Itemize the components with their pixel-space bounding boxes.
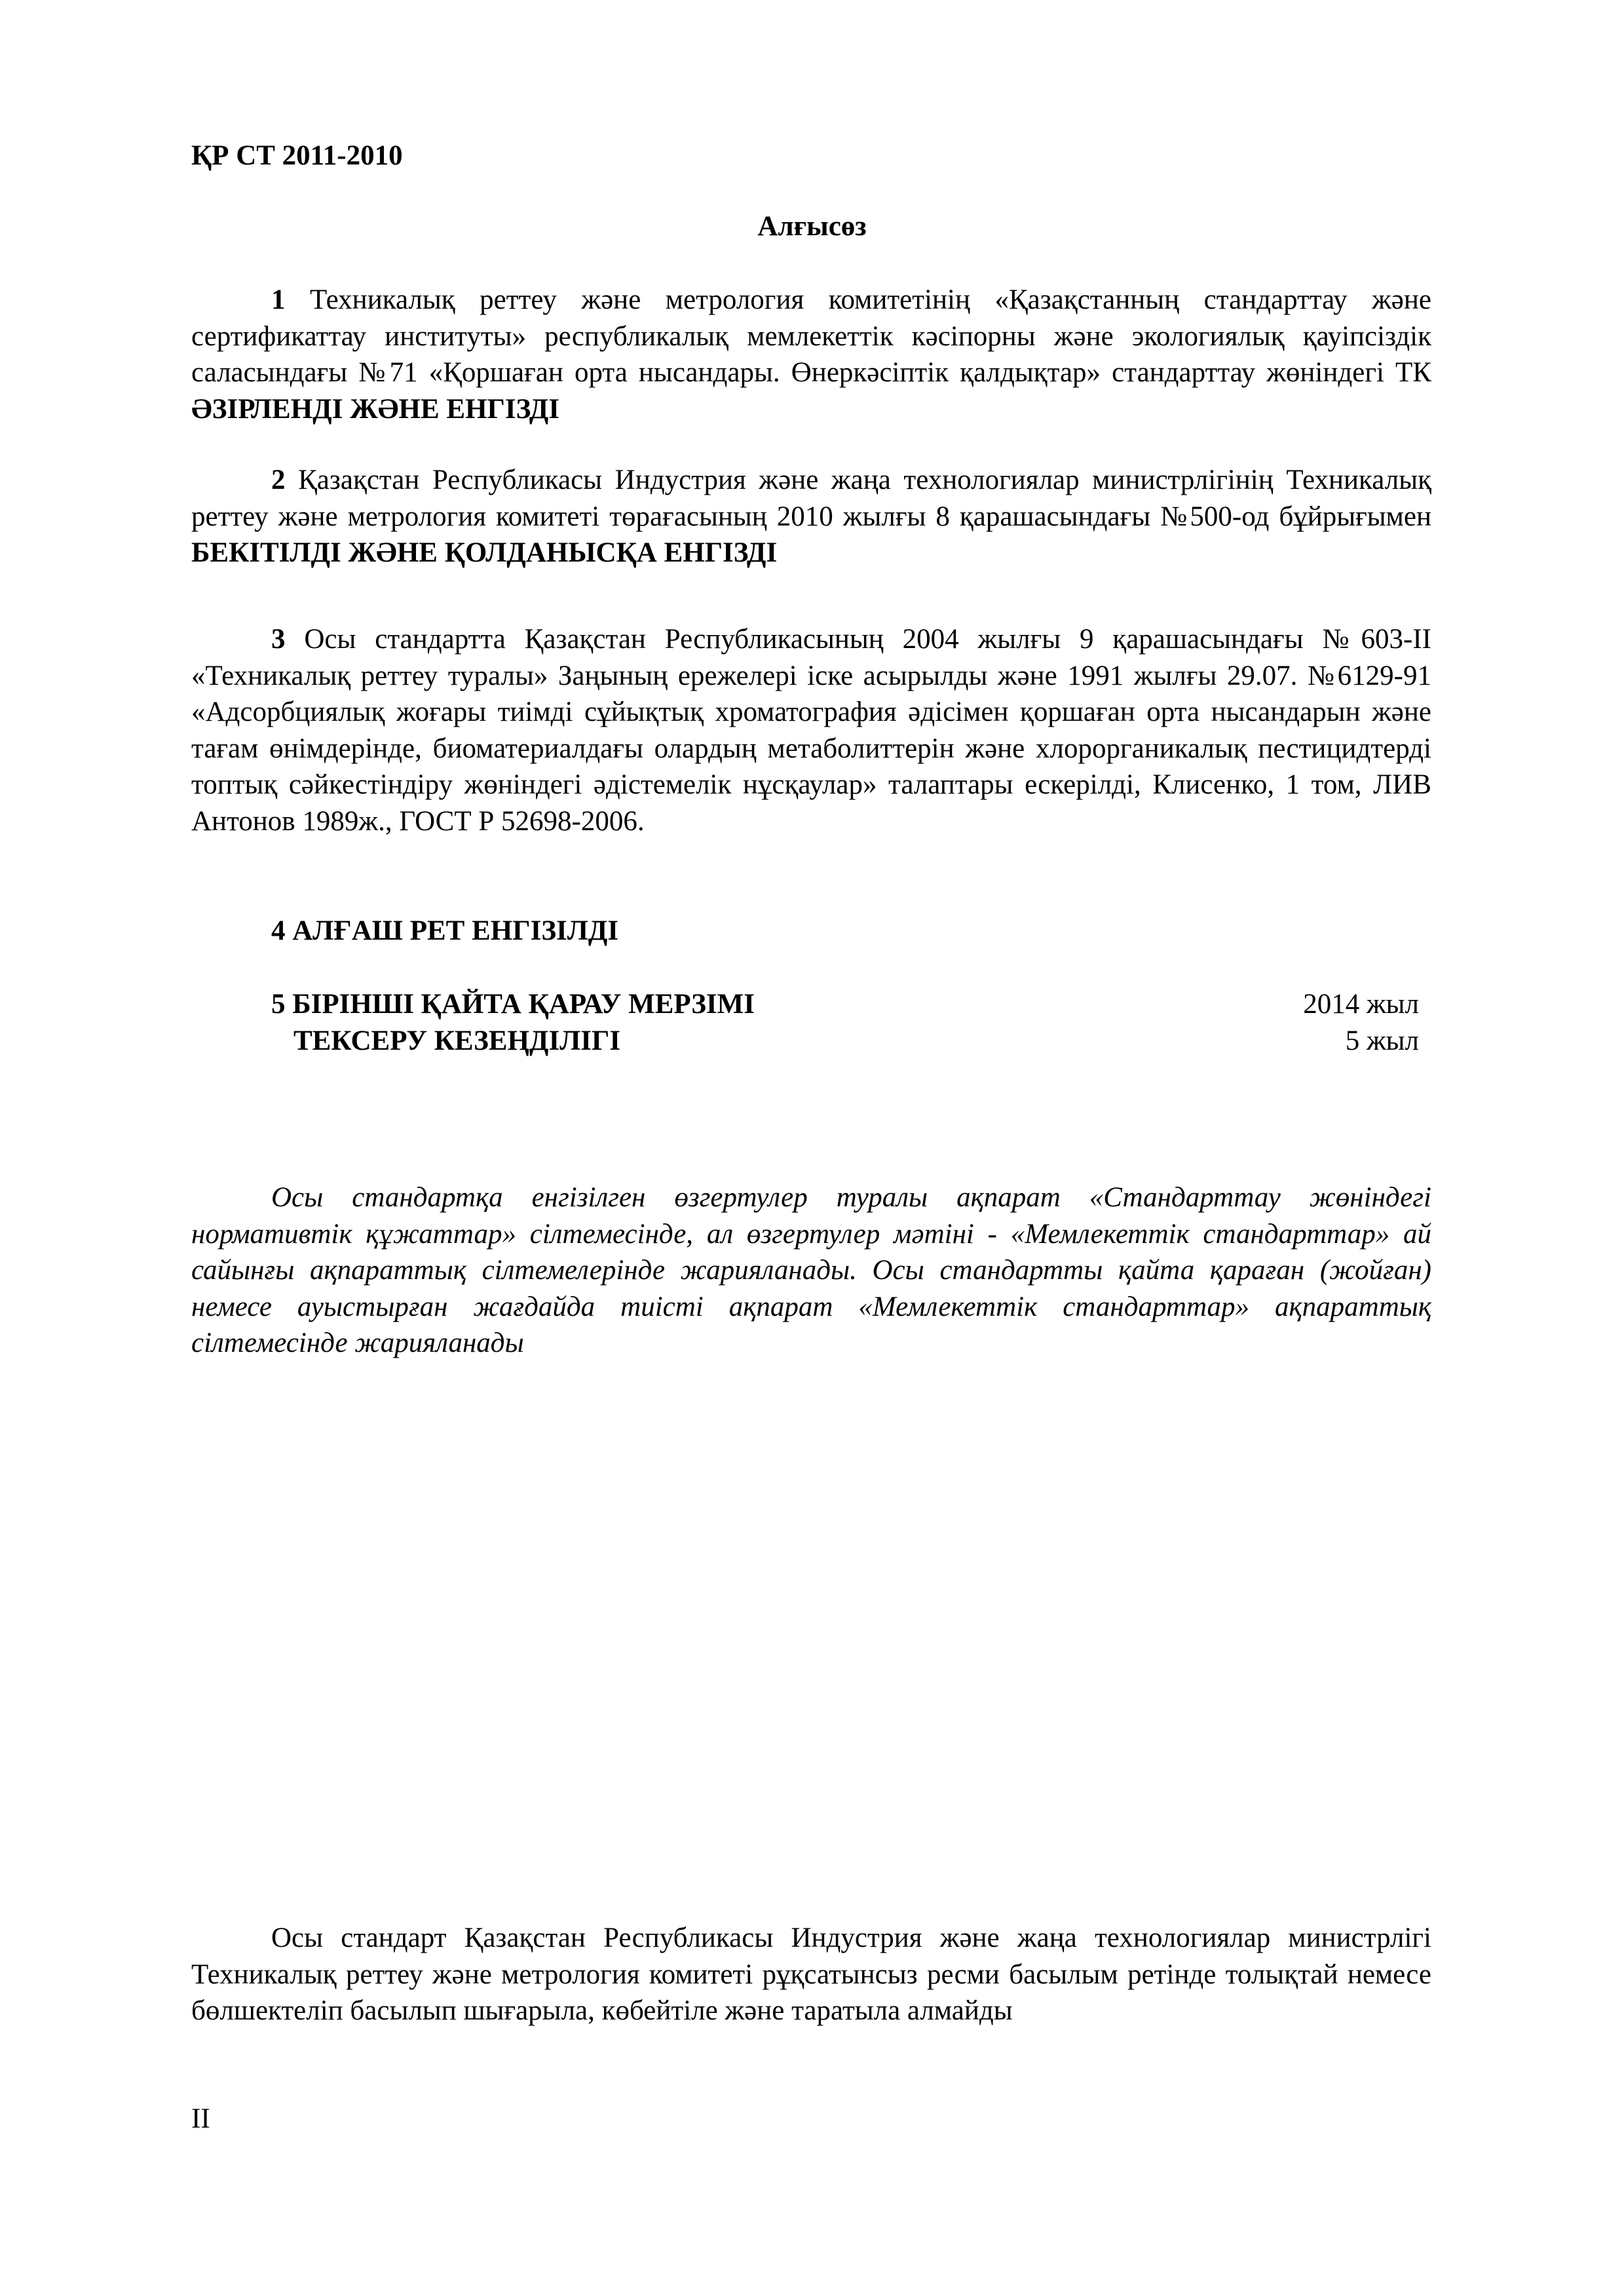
- review-date-row: [271, 986, 1419, 1023]
- paragraph-3-number: 3: [271, 624, 286, 655]
- copyright-notice: Осы стандарт Қазақстан Республикасы Индустрия және жаңа технологиялар министрлігі Техникалық реттеу және метрология комитеті рұқсатынсыз ресми басылым ретінде толықтай немесе бөлшектеліп басылып шығарыла, көбейтіле және таратыла алмайды: [191, 1923, 1431, 2026]
- paragraph-2-number: 2: [271, 465, 286, 495]
- paragraph-1-text: Техникалық реттеу және метрология комитетінің «Қазақстанның стандарттау және сертификаттау институты» республикалық мемлекеттік кәсіпорны және экологиялық қауіпсіздік саласындағы №71 «Қоршаған орта нысандары. Өнеркәсіптік қалдықтар» стандарттау жөніндегі ТК: [191, 284, 1431, 388]
- changes-info-note: Осы стандартқа енгізілген өзгертулер туралы ақпарат «Стандарттау жөніндегі нормативтік құжаттар» сілтемесінде, ал өзгертулер мәтіні - «Мемлекеттік стандарттар» ай сайынғы ақпараттық сілтемелерінде жарияланады. Осы стандартты қайта қараған (жойған) немесе ауыстырған жағдайда тиісті ақпарат «Мемлекеттік стандарттар» ақпараттық сілтемесінде жарияланады: [191, 1182, 1431, 1358]
- standard-code: ҚР СТ 2011-2010: [191, 140, 403, 171]
- paragraph-1-number: 1: [271, 284, 286, 315]
- review-date-label: 5 БІРІНШІ ҚАЙТА ҚАРАУ МЕРЗІМІ: [271, 989, 755, 1020]
- paragraph-1-bold: ӘЗІРЛЕНДІ ЖӘНЕ ЕНГІЗДІ: [191, 393, 560, 425]
- inspection-period-value: 5 жыл: [1345, 1025, 1419, 1056]
- inspection-period-row: [271, 1023, 1419, 1060]
- inspection-period-label: ТЕКСЕРУ КЕЗЕҢДІЛІГІ: [293, 1025, 621, 1056]
- page-number: II: [191, 2103, 210, 2134]
- page-title: Алғысөз: [757, 211, 867, 242]
- paragraph-2: [191, 462, 1431, 571]
- paragraph-2-text: Қазақстан Республикасы Индустрия және жаңа технологиялар министрлігінің Техникалық реттеу және метрология комитеті төрағасының 2010 жылғы 8 қарашасындағы №500-од бұйрығымен: [191, 465, 1431, 532]
- paragraph-3: [191, 621, 1431, 839]
- review-date-value: 2014 жыл: [1303, 989, 1419, 1020]
- paragraph-3-text: Осы стандартта Қазақстан Республикасының 2004 жылғы 9 қарашасындағы №603-II «Техникалық реттеу туралы» Заңының ережелері іске асырылды және 1991 жылғы 29.07. №6129-91 «Адсорбциялық жоғары тиімді сұйықтық хроматография әдісімен қоршаған орта нысандарын және тағам өнімдерінде, биоматериалдағы олардың метаболиттерін және хлорорганикалық пестицидтерді топтық сәйкестіндіру жөніндегі әдістемелік нұсқаулар» талаптары ескерілді, Клисенко, 1 том, ЛИВ Антонов 1989ж., ГОСТ Р 52698-2006.: [191, 624, 1431, 837]
- paragraph-1: [191, 282, 1431, 427]
- paragraph-2-bold: БЕКІТІЛДІ ЖӘНЕ ҚОЛДАНЫСҚА ЕНГІЗДІ: [191, 537, 778, 568]
- paragraph-4: 4 АЛҒАШ РЕТ ЕНГІЗІЛДІ: [271, 915, 619, 946]
